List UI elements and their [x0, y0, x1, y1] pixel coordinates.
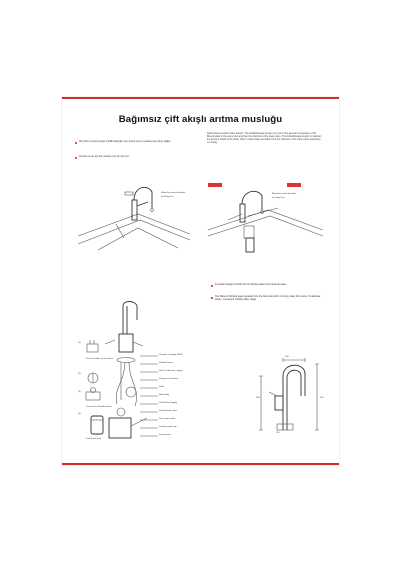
- part-label-8: Filtered water inlet: [159, 410, 177, 412]
- step-label-2: (2): [78, 373, 81, 375]
- dim-label-width: 235: [285, 356, 289, 358]
- bottom-accent-bar: [62, 463, 339, 465]
- label-mixed-water-right: Mixed hot and cold water: [272, 193, 297, 195]
- step-label-4: (4): [78, 413, 81, 415]
- label-mixed-water-left-2: for Daily Use: [161, 196, 174, 198]
- faucet-illustration-left: [78, 178, 190, 258]
- part-label-2: Flexible hoses: [159, 362, 173, 364]
- part-label-11: Faucet base: [159, 434, 172, 436]
- right-paragraph: Dual purpose kitchen water faucets. The doubleflowage design to let you in the general temperature of the filtered water in the same tube and then the channels of the water pipes. The doubleflowage design to maintain the genuine health of the water. Filter's Clean water and water from the channels of the water pipes separately, no mixing.: [207, 133, 322, 145]
- part-label-7: Cold Water Supply: [159, 402, 178, 404]
- dim-label-base: 210: [276, 432, 280, 434]
- part-label-4: Fixing nut & washer: [159, 378, 179, 380]
- label-mixed-water-right-2: for Daily Use: [272, 197, 285, 199]
- part-label-9: Pure water valve: [159, 418, 176, 420]
- page-title: Bağımsız çift akışlı arıtma musluğu: [118, 114, 283, 125]
- step-3-icon: [84, 386, 102, 404]
- feature-bullet-2: Two Water & Drinking water separate from the dual outlet with no mixing, water from spout; It's absolute safety / convenient, healthy water usage.: [215, 296, 325, 303]
- intro-bullet-2: Arıtmalı su için ayrı kol, şebeke suyu için ayrı kol.: [79, 156, 197, 159]
- top-accent-bar: [62, 97, 339, 99]
- parts-leader-lines: [140, 352, 160, 452]
- step-2-icon: [84, 370, 102, 386]
- part-label-3: Hot & Cold water supply: [159, 370, 183, 372]
- step-label-3: (3): [78, 391, 81, 393]
- part-label-10: Drinking water tap: [159, 426, 177, 428]
- label-mixed-water-left: Mixed hot and cold water: [161, 192, 186, 194]
- faucet-illustration-right: [208, 186, 323, 258]
- part-label-5: Filter: [159, 386, 164, 388]
- intro-bullet-1: Çift yönlü ve arıtma çıkışlı mutfak bataryası; ayrı arıtma suyu ve şebeke suyu çıkışı sağlar.: [79, 141, 197, 144]
- step-caption-3: Install onto sink: [86, 438, 102, 440]
- step-label-1: (1): [78, 342, 81, 344]
- dim-label-height-left: 260: [256, 397, 260, 399]
- filter-canister-icon: [88, 414, 106, 436]
- step-caption-1: Fit the handles to the faucet: [86, 358, 113, 360]
- step-1-icon: [84, 340, 102, 356]
- feature-bullet-1: Innovative Design: Double flow for drinking water and mixed tap water.: [215, 284, 325, 287]
- step-caption-2: Connect the flexible hoses: [86, 406, 112, 408]
- part-label-1: Ceramic cartridge 35/40: [159, 354, 183, 356]
- faucet-dimension-drawing: [253, 356, 329, 436]
- dim-label-height-right: 370: [320, 397, 324, 399]
- part-label-6: Main body: [159, 394, 170, 396]
